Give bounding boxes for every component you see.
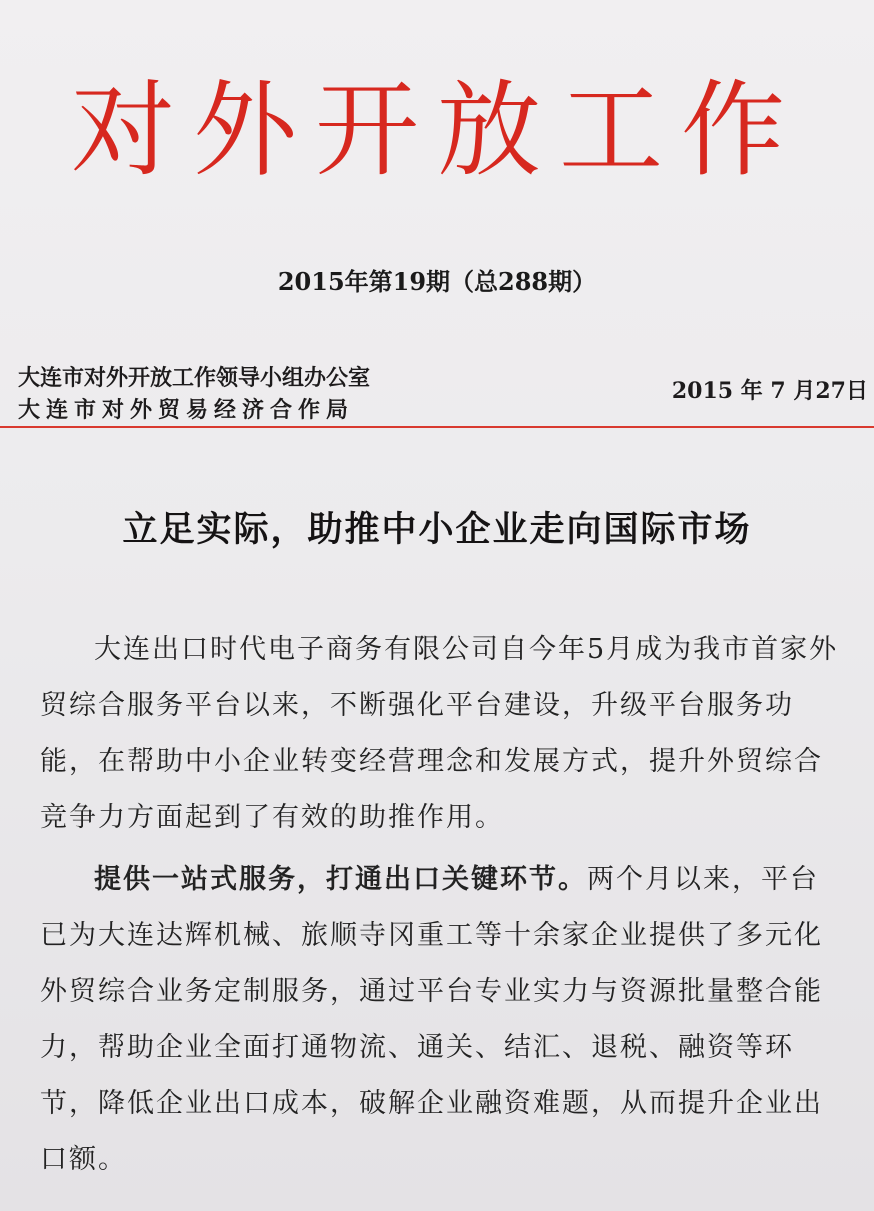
paragraph bbox=[40, 852, 844, 1188]
publisher-line-1: 大连市对外开放工作领导小组办公室 bbox=[18, 365, 371, 391]
publisher-block bbox=[18, 362, 370, 426]
publish-date: 2015 年 7 月27日 bbox=[671, 378, 868, 404]
header-divider bbox=[0, 426, 874, 428]
paragraph bbox=[40, 622, 844, 846]
paragraph-text: 两个月以来，平台已为大连达辉机械、旅顺寺冈重工等十余家企业提供了多元化外贸综合业务定制服务，通过平台专业实力与资源批量整合能力，帮助企业全面打通物流、通关、结汇、退税、融资等环节，降低企业出口成本，破解企业融资难题，从而提升企业出口额。 bbox=[40, 864, 823, 1175]
publisher-line-2: 大连市对外贸易经济合作局 bbox=[18, 397, 355, 423]
issue-number: 2015年第19期（总288期） bbox=[277, 267, 597, 296]
masthead-title: 对外开放工作 bbox=[70, 69, 803, 191]
article-headline: 立足实际，助推中小企业走向国际市场 bbox=[122, 509, 752, 550]
paragraph-lead: 提供一站式服务，打通出口关键环节。 bbox=[94, 864, 587, 895]
article-body bbox=[40, 622, 844, 1194]
paragraph-text: 大连出口时代电子商务有限公司自今年5月成为我市首家外贸综合服务平台以来，不断强化平台建设，升级平台服务功能，在帮助中小企业转变经营理念和发展方式，提升外贸综合竞争力方面起到了有效的助推作用。 bbox=[40, 634, 839, 833]
